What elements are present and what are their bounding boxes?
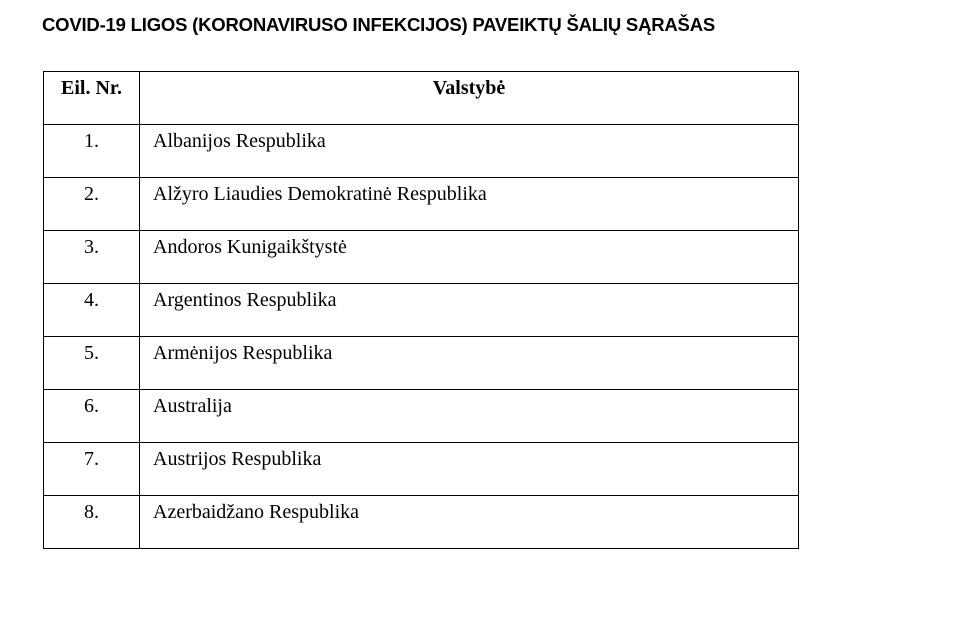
row-number: 4. [84,289,99,311]
row-state: Argentinos Respublika [153,289,337,311]
row-number-cell [44,390,140,443]
table-row [44,337,799,390]
row-number: 5. [84,342,99,364]
table-header-row [44,72,799,125]
row-number: 6. [84,395,99,417]
row-number: 3. [84,236,99,258]
row-state-cell [140,390,799,443]
row-state-cell [140,125,799,178]
table-row [44,231,799,284]
row-number-cell [44,231,140,284]
row-number: 1. [84,130,99,152]
row-state-cell [140,231,799,284]
table-row [44,443,799,496]
row-state: Albanijos Respublika [153,130,326,152]
row-number: 7. [84,448,99,470]
table-row [44,178,799,231]
row-state: Azerbaidžano Respublika [153,501,360,523]
row-number-cell [44,496,140,549]
row-state-cell [140,178,799,231]
row-number: 8. [84,501,99,523]
row-state-cell [140,337,799,390]
row-state: Austrijos Respublika [153,448,322,470]
row-state-cell [140,496,799,549]
table-row [44,496,799,549]
row-number-cell [44,443,140,496]
table-row [44,125,799,178]
row-number-cell [44,284,140,337]
country-table [43,71,799,549]
row-state: Alžyro Liaudies Demokratinė Respublika [153,183,487,205]
row-state: Andoros Kunigaikštystė [153,236,347,258]
table-row [44,390,799,443]
row-number: 2. [84,183,99,205]
row-state: Australija [153,395,232,417]
header-number [44,72,140,125]
document-title: COVID-19 LIGOS (KORONAVIRUSO INFEKCIJOS) PAVEIKTŲ ŠALIŲ SĄRAŠAS [42,14,715,35]
row-state-cell [140,284,799,337]
row-number-cell [44,125,140,178]
row-number-cell [44,178,140,231]
row-state: Armėnijos Respublika [153,342,333,364]
row-state-cell [140,443,799,496]
row-number-cell [44,337,140,390]
table-row [44,284,799,337]
header-state [140,72,799,125]
header-state-label: Valstybė [432,77,506,99]
header-number-label: Eil. Nr. [61,77,122,99]
